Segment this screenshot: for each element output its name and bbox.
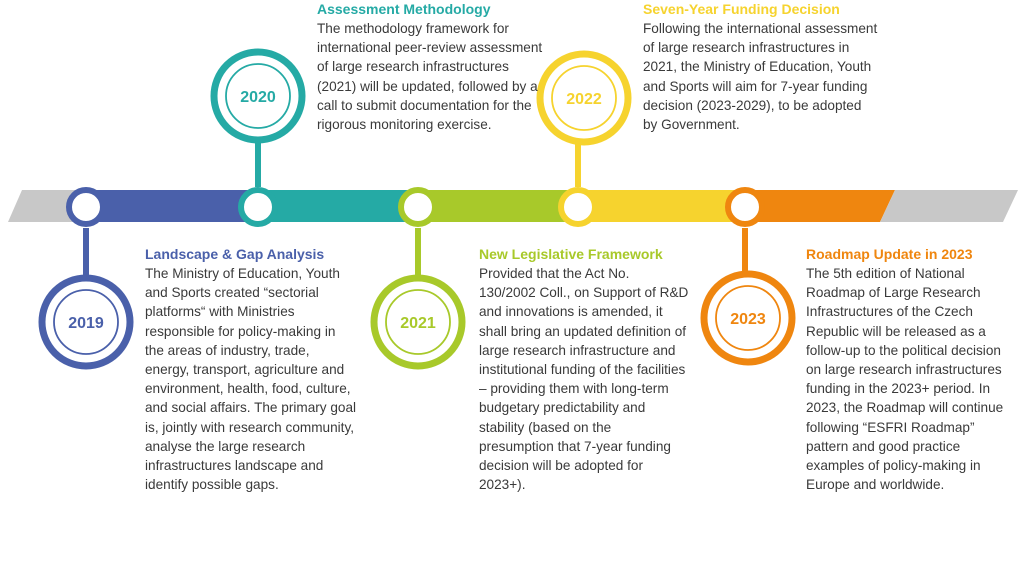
- year-label-2019: 2019: [68, 315, 104, 332]
- timeline-segment-end: [880, 190, 1018, 222]
- milestone-body-2022: Following the international assessment of large research infrastructures in 2021, the Ministry of Education, Youth and Sports will aim for 7-year funding decision (2023-2029), to be adopted by Government.: [643, 21, 878, 133]
- year-label-2022: 2022: [566, 91, 602, 108]
- milestone-title-2022: Seven-Year Funding Decision: [643, 1, 840, 17]
- milestone-title-2021: New Legislative Framework: [479, 246, 663, 262]
- year-label-2023: 2023: [730, 311, 766, 328]
- milestone-body-2020: The methodology framework for international peer-review assessment of large research infrastructures (2021) will be updated, followed by a call to submit documentation for the rigorous monitoring exercise.: [317, 21, 543, 133]
- milestone-title-2023: Roadmap Update in 2023: [806, 246, 973, 262]
- timeline-segment-2023: [745, 190, 895, 222]
- milestone-title-2019: Landscape & Gap Analysis: [145, 246, 325, 262]
- milestone-body-2021: Provided that the Act No. 130/2002 Coll., on Support of R&D and innovations is amended, it shall bring an updated definition of large research infrastructure and institutional funding of the facilities – providing them with long-term budgetary predictability and stability (based on the presumption that 7-year funding decision will be adopted for 2023+).: [479, 266, 689, 493]
- milestone-body-2019: The Ministry of Education, Youth and Sports created “sectorial platforms“ with Ministries responsible for policy-making in the areas of industry, trade, energy, transport, agriculture and environment, health, food, culture, and social affairs. The primary goal is, jointly with research community, analyse the large research infrastructures landscape and identify possible gaps.: [145, 266, 357, 493]
- timeline-segment-2021: [418, 190, 578, 222]
- timeline-node-2020: [241, 190, 275, 224]
- milestone-2020: [317, 1, 547, 134]
- timeline-node-2019: [69, 190, 103, 224]
- timeline-segment-2022: [578, 190, 745, 222]
- timeline-segment-2020: [258, 190, 418, 222]
- milestone-body-2023: The 5th edition of National Roadmap of Large Research Infrastructures of the Czech Republic will be released as a follow-up to the political decision on large research infrastructures funding in the 2023+ period. In 2023, the Roadmap will continue following “ESFRI Roadmap” pattern and good practice examples of policy-making in Europe and worldwide.: [806, 266, 1004, 493]
- milestone-2019: [145, 246, 357, 494]
- timeline-node-2022: [561, 190, 595, 224]
- milestone-2021: [479, 246, 689, 494]
- timeline-node-2021: [401, 190, 435, 224]
- milestone-2023: [806, 246, 1018, 494]
- year-label-2021: 2021: [400, 315, 436, 332]
- timeline-node-2023: [728, 190, 762, 224]
- milestone-title-2020: Assessment Methodology: [317, 1, 491, 17]
- year-label-2020: 2020: [240, 89, 276, 106]
- timeline-segment-2019: [92, 190, 258, 222]
- milestone-2022: [643, 1, 878, 134]
